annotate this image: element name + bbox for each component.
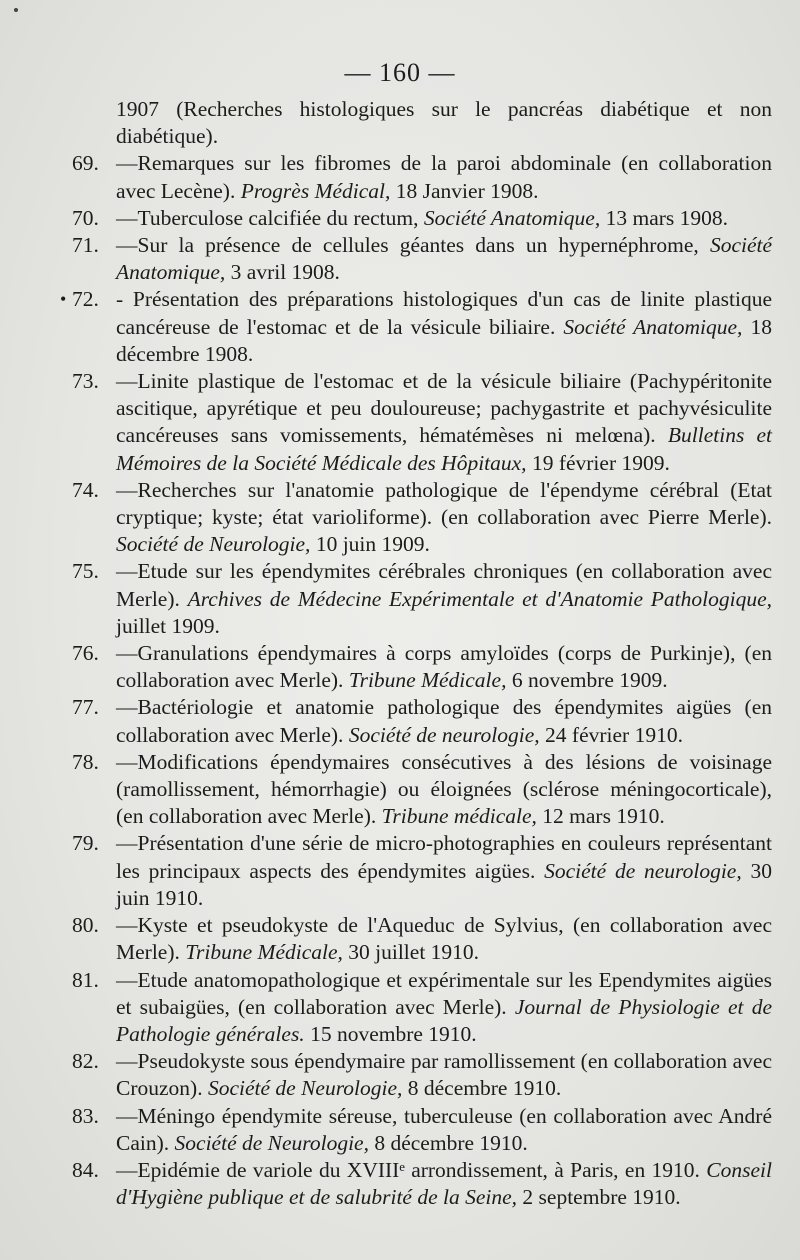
entry-date: 13 mars 1908. (605, 205, 729, 230)
entry-publication: Archives de Médecine Expérimentale et d'Anatomie Pathologique, (187, 586, 772, 611)
entry-date: 12 mars 1910. (542, 804, 665, 829)
entry-date: 8 décembre 1910. (374, 1130, 528, 1155)
entry-date: 18 Janvier 1908. (395, 178, 539, 203)
entry-date: 18 décembre 1908. (116, 314, 772, 366)
entry-text: —Modifications épendymaires consécutives à des lésions de voisinage (ramollissement, hémorrhagie) ou éloignées (sclérose méningocorticale), (en collaboration avec Merle). (116, 749, 772, 829)
entry-text: —Recherches sur l'anatomie pathologique de l'épendyme cérébral (Etat cryptique; kyste; état varioliforme). (en collaboration avec Pierre Merle). (116, 477, 772, 530)
entry-publication: Progrès Médical, (240, 178, 391, 203)
entry-text: —Présentation d'une série de micro-photographies en couleurs représentant les principaux aspects des épendymites aigües. (116, 831, 772, 883)
entry-text: —Etude sur les épendymites cérébrales chroniques (en collaboration avec Merle). (116, 559, 772, 611)
entry-date: juillet 1909. (116, 613, 220, 638)
page-number: — 160 — (344, 58, 456, 87)
entry-number: 70. (72, 205, 99, 230)
entry-text: 1907 (Recherches histologiques sur le pancréas diabétique et non diabétique). (116, 97, 772, 149)
entry-number: 82. (72, 1049, 99, 1074)
entry-date: 3 avril 1908. (230, 260, 340, 285)
entry-date: 10 juin 1909. (315, 532, 430, 557)
entry-number: 76. (72, 641, 99, 666)
list-item (72, 1048, 772, 1102)
entry-date: 8 décembre 1910. (407, 1076, 562, 1101)
entry-number: 71. (72, 233, 99, 258)
entry-publication: Société de Neurologie, (116, 532, 311, 557)
entry-publication: Société de neurologie, (544, 858, 742, 883)
bullet-mark: • (60, 289, 67, 310)
list-item (72, 912, 772, 966)
list-item (72, 558, 772, 640)
entry-date: 24 février 1910. (545, 722, 683, 747)
list-item (72, 368, 772, 477)
entry-text: —Linite plastique de l'estomac et de la vésicule biliaire (Pachypéritonite ascitique, apyrétique et peu douloureuse; pachygastrite et pachyvésiculite cancéreuses sans vomissements, hématémèses ni melœna). (116, 369, 772, 448)
entry-publication: Conseil d'Hygiène publique et de salubrité de la Seine, (116, 1157, 772, 1210)
list-item (72, 749, 772, 831)
list-item (72, 694, 772, 748)
list-item (60, 286, 772, 368)
list-item (72, 640, 772, 694)
list-item (72, 96, 772, 150)
entry-date: 30 juillet 1910. (348, 940, 480, 965)
entry-publication: Société de Neurologie, (174, 1130, 369, 1155)
entry-publication: Tribune Médicale, (348, 668, 507, 693)
entry-text: - Présentation des préparations histologiques d'un cas de linite plastique cancéreuse de l'estomac et de la vésicule biliaire. (116, 287, 772, 339)
list-item (72, 205, 772, 232)
entry-publication: Tribune Médicale, (185, 940, 343, 965)
entry-text: —Bactériologie et anatomie pathologique des épendymites aigües (en collaboration avec Merle). (116, 695, 772, 747)
entry-number: 83. (72, 1103, 99, 1128)
entry-number: 77. (72, 695, 99, 720)
entry-date: 30 juin 1910. (116, 858, 772, 910)
entry-publication: Société Anatomique, (423, 205, 601, 230)
entry-text: —Méningo épendymite séreuse, tuberculeuse (en collaboration avec André Cain). (116, 1103, 772, 1155)
entry-text: —Pseudokyste sous épendymaire par ramollissement (en collaboration avec Crouzon). (116, 1049, 772, 1101)
entry-date: 2 septembre 1910. (522, 1185, 681, 1210)
list-item (72, 477, 772, 559)
entry-number: 75. (72, 559, 99, 584)
entry-number: 78. (72, 749, 99, 774)
list-item (72, 1103, 772, 1157)
entry-publication: Journal de Physiologie et de Pathologie générales. (116, 994, 772, 1046)
entry-number: 84. (72, 1157, 99, 1182)
list-item (72, 232, 772, 286)
entry-publication: Société de neurologie, (348, 722, 540, 747)
entry-publication: Société Anatomique, (563, 314, 743, 339)
entry-text: —Etude anatomopathologique et expérimentale sur les Ependymites aigües et subaigües, (en collaboration avec Merle). (116, 967, 772, 1019)
entry-number: 69. (72, 151, 99, 176)
entry-date: 15 novembre 1910. (310, 1021, 477, 1046)
list-item (72, 967, 772, 1049)
entry-publication: Tribune médicale, (381, 804, 537, 829)
paper-speck (14, 8, 18, 12)
entry-text: —Granulations épendymaires à corps amyloïdes (corps de Purkinje), (en collaboration avec Merle). (116, 641, 772, 693)
list-item (72, 830, 772, 912)
list-item (72, 1157, 772, 1211)
entry-date: 6 novembre 1909. (511, 668, 668, 693)
entry-publication: Bulletins et Mémoires de la Société Médicale des Hôpitaux, (116, 423, 773, 475)
entry-number: 79. (72, 831, 99, 856)
entry-publication: Société Anatomique, (116, 233, 773, 285)
entry-date: 19 février 1909. (531, 450, 670, 475)
entry-text: —Sur la présence de cellules géantes dans un hypernéphrome, (116, 233, 699, 258)
entry-text: —Tuberculose calcifiée du rectum, (116, 205, 419, 230)
entry-text: —Epidémie de variole du XVIIIᵉ arrondissement, à Paris, en 1910. (116, 1157, 700, 1182)
entry-text: —Remarques sur les fibromes de la paroi abdominale (en collaboration avec Lecène). (116, 151, 772, 203)
bibliography-list (60, 96, 773, 1211)
entry-number: 80. (72, 913, 99, 938)
entry-publication: Société de Neurologie, (207, 1076, 403, 1101)
list-item (72, 150, 772, 204)
entry-number: 81. (72, 967, 99, 992)
entry-number: 72. (72, 287, 99, 312)
entry-text: —Kyste et pseudokyste de l'Aqueduc de Sylvius, (en collaboration avec Merle). (116, 913, 772, 965)
entry-number: 74. (72, 477, 99, 502)
entry-number: 73. (72, 369, 99, 394)
